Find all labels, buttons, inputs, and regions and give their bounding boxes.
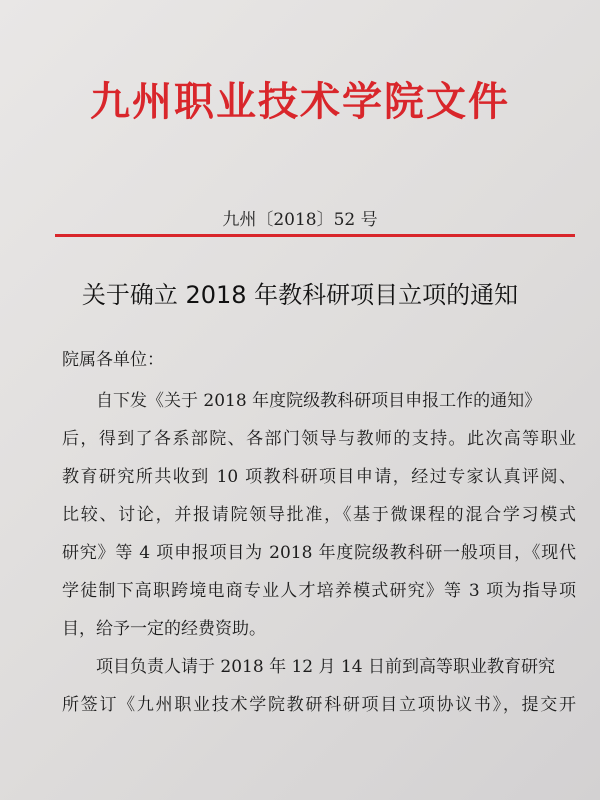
paragraph1-line: 后，得到了各系部院、各部门领导与教师的支持。此次高等职业 xyxy=(62,429,576,449)
paragraph1-line: 比较、讨论，并报请院领导批准，《基于微课程的混合学习模式 xyxy=(62,505,576,525)
document-number: 九州〔2018〕52 号 xyxy=(222,210,378,230)
red-divider-line xyxy=(55,234,575,237)
paragraph2-line: 项目负责人请于 2018 年 12 月 14 日前到高等职业教育研究 xyxy=(96,657,555,677)
paragraph2-line: 所签订《九州职业技术学院教研科研项目立项协议书》，提交开 xyxy=(62,695,576,715)
paragraph1-line: 学徒制下高职跨境电商专业人才培养模式研究》等 3 项为指导项 xyxy=(62,581,576,601)
paragraph1-line: 目，给予一定的经费资助。 xyxy=(62,619,266,639)
salutation: 院属各单位： xyxy=(62,350,164,370)
notice-title: 关于确立 2018 年教科研项目立项的通知 xyxy=(81,281,519,309)
paragraph1-line: 研究》等 4 项申报项目为 2018 年度院级教科研一般项目，《现代 xyxy=(62,543,576,563)
document-header-title: 九州职业技术学院文件 xyxy=(90,79,510,125)
paragraph1-line: 自下发《关于 2018 年度院级教科研项目申报工作的通知》 xyxy=(96,391,542,411)
paragraph1-line: 教育研究所共收到 10 项教科研项目申请，经过专家认真评阅、 xyxy=(62,467,576,487)
